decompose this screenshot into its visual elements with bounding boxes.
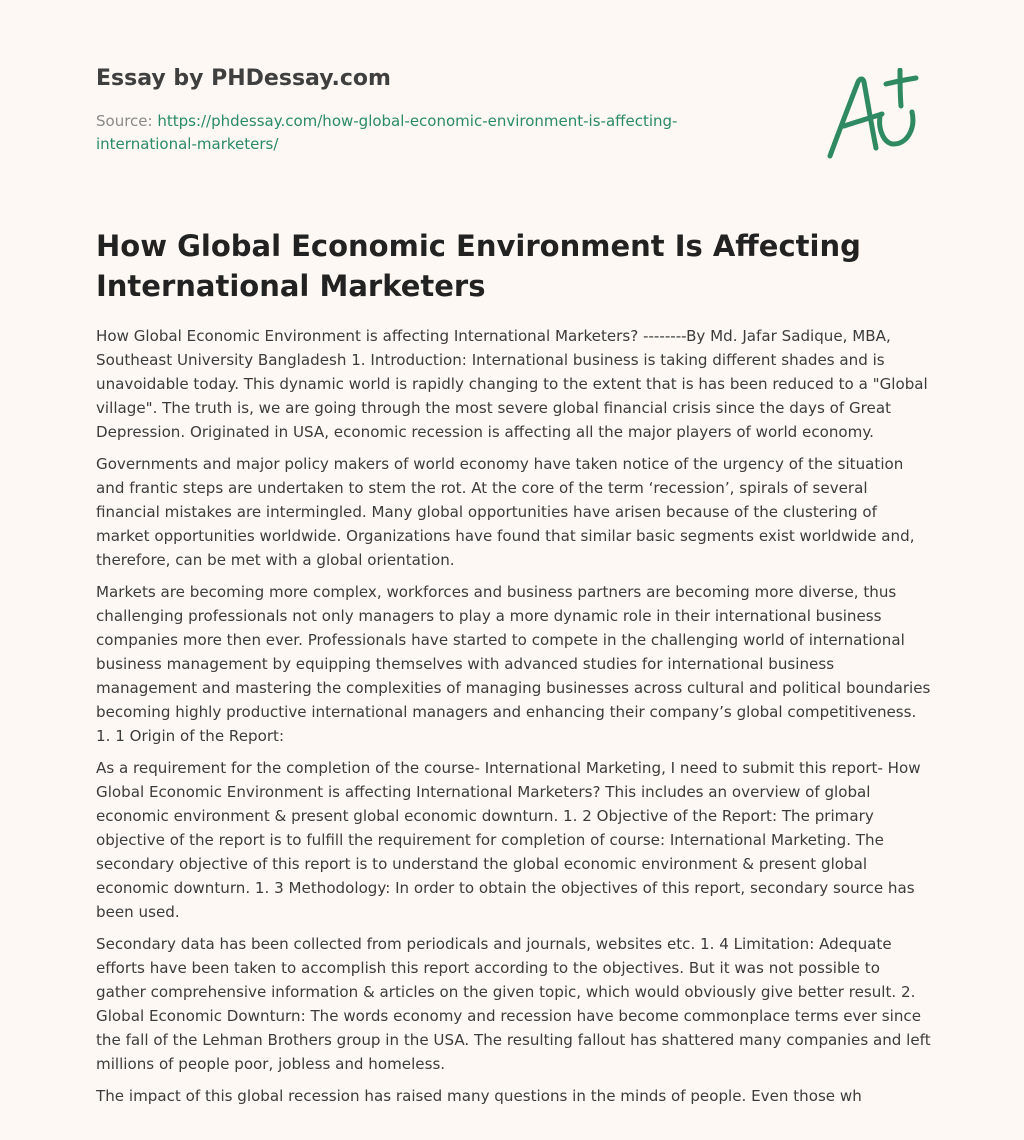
source-label: Source:: [96, 112, 158, 130]
paragraph: Secondary data has been collected from periodicals and journals, websites etc. 1. 4 Limitation: Adequate efforts have been taken to accomplish this report according to the objectives. But it was not possible to gather comprehensive information & articles on the given topic, which would obviously give better result. 2. Global Economic Downturn: The words economy and recession have become commonplace terms ever since the fall of the Lehman Brothers group in the USA. The resulting fallout has shattered many companies and left millions of people poor, jobless and homeless.: [96, 935, 931, 1073]
source-line: [96, 110, 716, 156]
paragraph: Markets are becoming more complex, workforces and business partners are becoming more diverse, thus challenging professionals not only managers to play a more dynamic role in their international business companies more then ever. Professionals have started to compete in the challenging world of international business management by equipping themselves with advanced studies for international business management and mastering the complexities of managing businesses across cultural and political boundaries becoming highly productive international managers and enhancing their company’s global competitiveness. 1. 1 Origin of the Report:: [96, 583, 931, 745]
site-brand: Essay by PHDessay.com: [96, 66, 391, 91]
paragraph: Governments and major policy makers of world economy have taken notice of the urgency of the situation and frantic steps are undertaken to stem the rot. At the core of the term ‘recession’, spirals of several financial mistakes are intermingled. Many global opportunities have arisen because of the clustering of market opportunities worldwide. Organizations have found that similar basic segments exist worldwide and, therefore, can be met with a global orientation.: [96, 455, 915, 569]
source-link[interactable]: https://phdessay.com/how-global-economic-environment-is-affecting-international-marketers/: [96, 112, 678, 153]
paragraph: As a requirement for the completion of the course- International Marketing, I need to submit this report- How Global Economic Environment is affecting International Marketers? This includes an overview of global economic environment & present global economic downturn. 1. 2 Objective of the Report: The primary objective of the report is to fulfill the requirement for completion of course: International Marketing. The secondary objective of this report is to understand the global economic environment & present global economic downturn. 1. 3 Methodology: In order to obtain the objectives of this report, secondary source has been used.: [96, 759, 921, 921]
paragraph: The impact of this global recession has raised many questions in the minds of people. Even those wh: [96, 1087, 862, 1105]
essay-body: [96, 324, 932, 1116]
essay-title: How Global Economic Environment Is Affecting International Marketers: [96, 229, 861, 303]
a-plus-logo-icon: [824, 68, 924, 164]
paragraph: How Global Economic Environment is affecting International Marketers? --------By Md. Jafar Sadique, MBA, Southeast University Bangladesh 1. Introduction: International business is taking different shades and is unavoidable today. This dynamic world is rapidly changing to the extent that is has been reduced to a "Global village". The truth is, we are going through the most severe global financial crisis since the days of Great Depression. Originated in USA, economic recession is affecting all the major players of world economy.: [96, 327, 928, 441]
